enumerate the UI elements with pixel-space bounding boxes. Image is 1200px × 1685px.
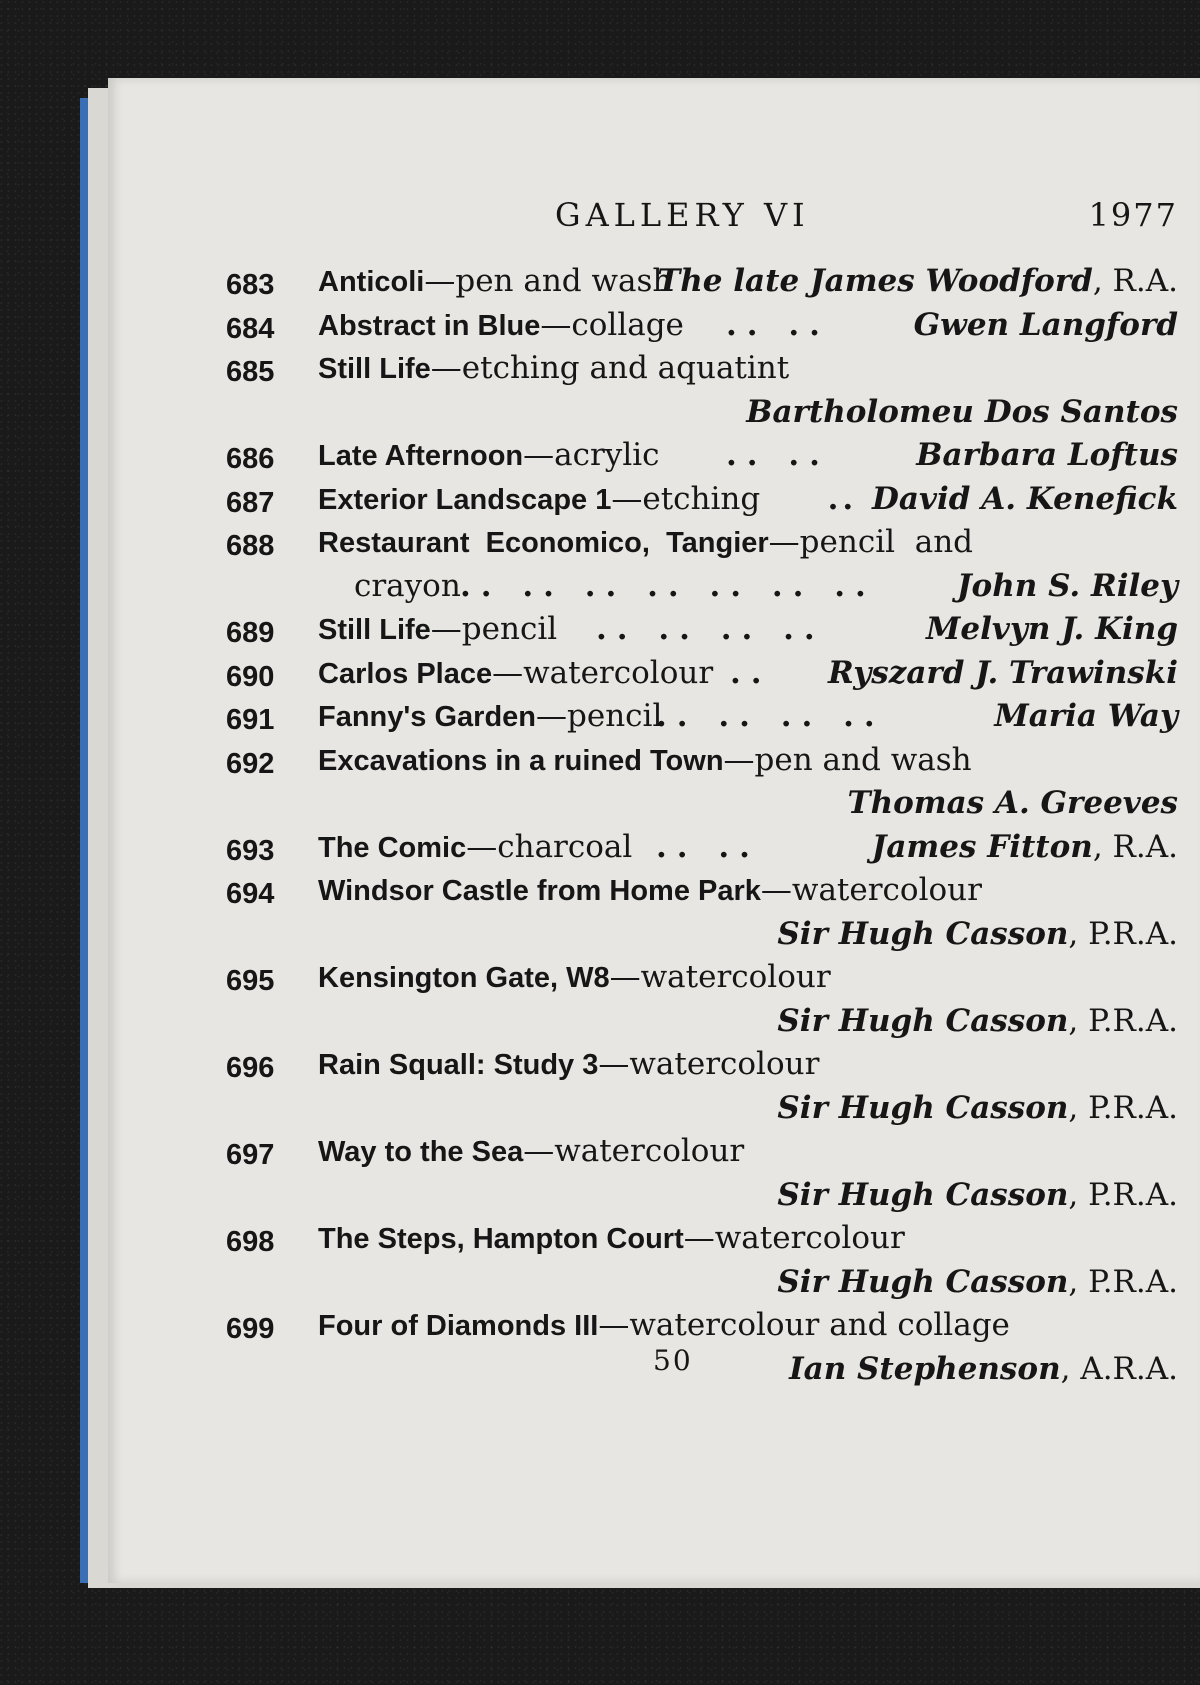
entry (108, 739, 1200, 826)
medium: —watercolour (598, 1046, 820, 1082)
artist: John S. Riley (956, 567, 1178, 604)
book-edge (80, 98, 88, 1583)
work-title: Kensington Gate, W8 (318, 962, 610, 994)
work-title: Anticoli (318, 266, 425, 298)
work-title: The Comic (318, 831, 467, 864)
medium: —watercolour (492, 654, 714, 691)
work-title: Fanny's Garden (318, 701, 537, 733)
entry-number: 685 (226, 356, 275, 388)
entry (108, 347, 1200, 434)
medium: —watercolour (760, 872, 982, 908)
work-title: Exterior Landscape 1 (318, 483, 612, 516)
medium: —watercolour (609, 959, 831, 995)
entry-number: 686 (226, 443, 275, 475)
medium: —watercolour (683, 1220, 905, 1256)
entry-list (108, 260, 1200, 1391)
leader-dots: .. .. (656, 828, 760, 865)
page-number: 50 (653, 1344, 693, 1377)
leader-dots: .. .. .. .. (656, 698, 885, 734)
entry-number: 695 (226, 965, 275, 997)
artist: Ryszard J. Trawinski (828, 654, 1178, 691)
entry-number: 694 (226, 878, 275, 910)
work-title: Rain Squall: Study 3 (318, 1049, 599, 1081)
entry (108, 478, 1200, 522)
work-title: Restaurant Economico, Tangier (318, 527, 769, 559)
medium: —watercolour (523, 1133, 745, 1169)
artist: Sir Hugh Casson, P.R.A. (777, 915, 1178, 952)
entry (108, 652, 1200, 696)
entry-number: 698 (226, 1226, 275, 1258)
medium: —collage (540, 306, 684, 343)
entry (108, 826, 1200, 870)
work-title: Four of Diamonds III (318, 1310, 599, 1342)
entry (108, 1217, 1200, 1304)
medium-continued: crayon (354, 567, 461, 604)
leader-dots: .. .. (726, 437, 830, 473)
leader-dots: .. (730, 654, 772, 691)
entry-number: 697 (226, 1139, 275, 1171)
entry-number: 696 (226, 1052, 275, 1084)
medium: —charcoal (466, 828, 633, 865)
medium: —pencil (536, 698, 663, 734)
artist: Thomas A. Greeves (847, 785, 1178, 821)
artist: Melvyn J. King (926, 611, 1178, 647)
catalogue-page (108, 78, 1200, 1583)
work-title: Still Life (318, 614, 431, 646)
entry (108, 521, 1200, 608)
entry (108, 608, 1200, 652)
entry (108, 1043, 1200, 1130)
entry-number: 683 (226, 269, 275, 301)
entry (108, 1130, 1200, 1217)
work-title: Abstract in Blue (318, 309, 541, 342)
entry-number: 691 (226, 704, 275, 736)
work-title: Excavations in a ruined Town (318, 744, 724, 777)
leader-dots: .. .. .. .. .. .. .. (460, 567, 876, 604)
year: 1977 (1088, 196, 1178, 234)
entry-number: 687 (226, 486, 275, 519)
artist: Bartholomeu Dos Santos (746, 393, 1178, 430)
artist: Barbara Loftus (916, 437, 1178, 473)
medium: —etching (611, 480, 761, 517)
medium: —pencil (430, 611, 558, 647)
artist: Gwen Langford (913, 306, 1178, 343)
artist: Ian Stephenson, A.R.A. (789, 1350, 1178, 1387)
entry-number: 693 (226, 834, 275, 867)
entry-number: 688 (226, 530, 275, 562)
artist: Sir Hugh Casson, P.R.A. (777, 1002, 1178, 1039)
work-title: The Steps, Hampton Court (318, 1223, 684, 1255)
leader-dots: .. (827, 480, 872, 517)
artist: .. David A. Kenefick (827, 480, 1178, 517)
running-head (108, 196, 1178, 246)
work-title: Late Afternoon (318, 440, 524, 472)
entry-number: 690 (226, 660, 275, 693)
artist: Sir Hugh Casson, P.R.A. (777, 1176, 1178, 1213)
work-title: Still Life (318, 353, 431, 385)
entry-number: 689 (226, 617, 275, 649)
artist: Sir Hugh Casson, P.R.A. (777, 1263, 1178, 1300)
medium: —acrylic (523, 437, 660, 473)
leader-dots: .. .. (726, 306, 830, 343)
artist: The late James Woodford, R.A. (657, 263, 1178, 299)
medium: —pencil and (768, 524, 974, 560)
artist: Sir Hugh Casson, P.R.A. (777, 1089, 1178, 1126)
work-title: Carlos Place (318, 657, 493, 690)
medium: —watercolour and collage (598, 1307, 1010, 1343)
entry (108, 434, 1200, 478)
entry (108, 956, 1200, 1043)
gallery-title: GALLERY VI (555, 196, 810, 234)
entry-number: 692 (226, 747, 275, 780)
work-title: Windsor Castle from Home Park (318, 875, 761, 907)
entry (108, 695, 1200, 739)
entry (108, 304, 1200, 348)
entry (108, 869, 1200, 956)
artist: Maria Way (994, 698, 1178, 734)
medium: —pen and wash (424, 263, 673, 299)
entry (108, 260, 1200, 304)
entry-number: 684 (226, 312, 275, 345)
leader-dots: .. .. .. .. (596, 611, 825, 647)
artist: James Fitton, R.A. (871, 828, 1178, 865)
medium: —etching and aquatint (430, 350, 790, 386)
work-title: Way to the Sea (318, 1136, 524, 1168)
medium: —pen and wash (723, 741, 972, 778)
entry-number: 699 (226, 1313, 275, 1345)
